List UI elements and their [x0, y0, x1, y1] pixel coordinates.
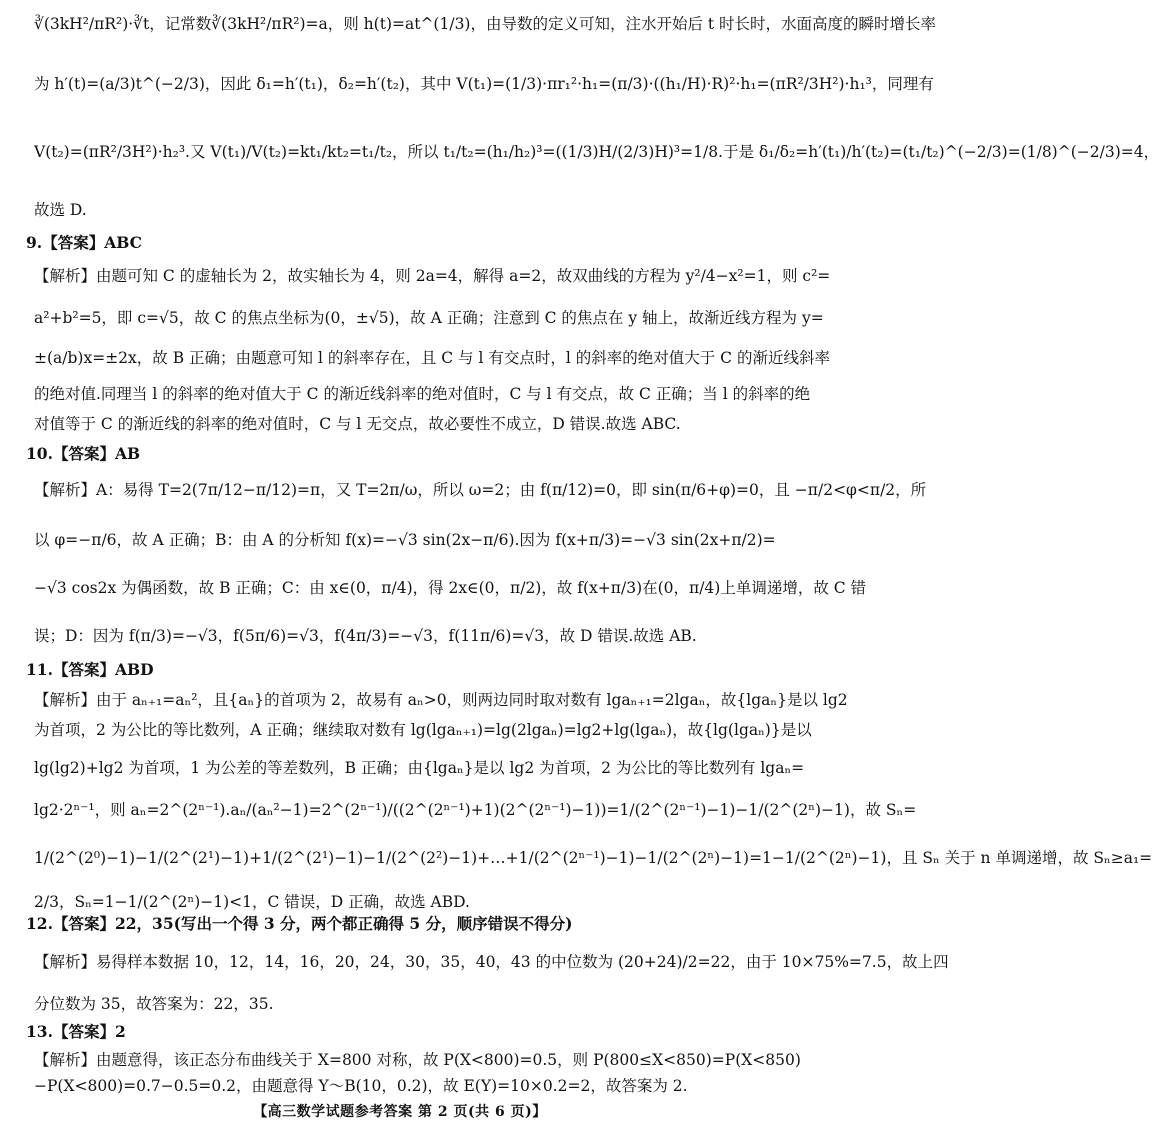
analysis-line: lg2·2ⁿ⁻¹，则 aₙ=2^(2ⁿ⁻¹).aₙ/(aₙ²−1)=2^(2ⁿ⁻¹)/((2^(2ⁿ⁻¹)+1)(2^(2ⁿ⁻¹)−1))=1/(2^(2ⁿ⁻¹)−1)−1/(2^(2ⁿ)−1)，故 Sₙ= — [34, 801, 917, 819]
analysis-line: 分位数为 35，故答案为：22，35. — [34, 995, 274, 1013]
analysis-line: −P(X<800)=0.7−0.5=0.2，由题意得 Y～B(10，0.2)，故 E(Y)=10×0.2=2，故答案为 2. — [34, 1077, 688, 1095]
analysis-line: a²+b²=5，即 c=√5，故 C 的焦点坐标为(0，±√5)，故 A 正确；注意到 C 的焦点在 y 轴上，故渐近线方程为 y= — [34, 309, 824, 327]
question-12-number: 12.【答案】22，35(写出一个得 3 分，两个都正确得 5 分，顺序错误不得分) — [26, 914, 573, 933]
page-footer: 【高三数学试题参考答案 第 2 页(共 6 页)】 — [253, 1104, 547, 1120]
text-line: V(t₂)=(πR²/3H²)·h₂³.又 V(t₁)/V(t₂)=kt₁/kt₂=t₁/t₂，所以 t₁/t₂=(h₁/h₂)³=((1/3)H/(2/3)H)³=1/8.于是 δ₁/δ₂=h′(t₁)/h′(t₂)=(t₁/t₂)^(−2/3)=(1/8)^(−2/3)=4， — [34, 143, 1159, 161]
answer-label: 【答案】2 — [52, 1022, 126, 1041]
question-11-number: 11.【答案】ABD — [26, 660, 154, 679]
analysis-line: 为首项，2 为公比的等比数列，A 正确；继续取对数有 lg(lgaₙ₊₁)=lg(2lgaₙ)=lg2+lg(lgaₙ)，故{lg(lgaₙ)}是以 — [34, 721, 812, 739]
answer-label: 【答案】ABC — [42, 233, 142, 252]
analysis-line: ±(a/b)x=±2x，故 B 正确；由题意可知 l 的斜率存在，且 C 与 l 有交点时，l 的斜率的绝对值大于 C 的渐近线斜率 — [34, 349, 830, 367]
question-9-number: 9.【答案】ABC — [26, 233, 142, 252]
analysis-line: 误；D：因为 f(π/3)=−√3，f(5π/6)=√3，f(4π/3)=−√3，f(11π/6)=√3，故 D 错误.故选 AB. — [34, 627, 697, 645]
text-line: 为 h′(t)=(a/3)t^(−2/3)，因此 δ₁=h′(t₁)，δ₂=h′(t₂)，其中 V(t₁)=(1/3)·πr₁²·h₁=(π/3)·((h₁/H)·R)²·h₁=(πR²/3H²)·h₁³，同理有 — [34, 75, 934, 93]
analysis-line: 【解析】由题意得，该正态分布曲线关于 X=800 对称，故 P(X<800)=0.5，则 P(800≤X<850)=P(X<850) — [34, 1051, 801, 1069]
analysis-line: 的绝对值.同理当 l 的斜率的绝对值大于 C 的渐近线斜率的绝对值时，C 与 l 有交点，故 C 正确；当 l 的斜率的绝 — [34, 385, 811, 403]
answer-label: 【答案】22，35(写出一个得 3 分，两个都正确得 5 分，顺序错误不得分) — [52, 914, 573, 933]
text-line: 故选 D. — [34, 201, 87, 219]
text-line: ∛(3kH²/πR²)·∛t，记常数∛(3kH²/πR²)=a，则 h(t)=at^(1/3)，由导数的定义可知，注水开始后 t 时长时，水面高度的瞬时增长率 — [34, 15, 937, 33]
analysis-line: 【解析】由于 aₙ₊₁=aₙ²，且{aₙ}的首项为 2，故易有 aₙ>0，则两边同时取对数有 lgaₙ₊₁=2lgaₙ，故{lgaₙ}是以 lg2 — [34, 691, 848, 709]
analysis-line: −√3 cos2x 为偶函数，故 B 正确；C：由 x∈(0，π/4)，得 2x∈(0，π/2)，故 f(x+π/3)在(0，π/4)上单调递增，故 C 错 — [34, 579, 867, 597]
question-13-number: 13.【答案】2 — [26, 1022, 126, 1041]
analysis-line: 【解析】A：易得 T=2(7π/12−π/12)=π，又 T=2π/ω，所以 ω=2；由 f(π/12)=0，即 sin(π/6+φ)=0，且 −π/2<φ<π/2，所 — [34, 481, 927, 499]
question-10-number: 10.【答案】AB — [26, 444, 141, 463]
analysis-line: lg(lg2)+lg2 为首项，1 为公差的等差数列，B 正确；由{lgaₙ}是以 lg2 为首项，2 为公比的等比数列有 lgaₙ= — [34, 759, 805, 777]
analysis-line: 2/3，Sₙ=1−1/(2^(2ⁿ)−1)<1，C 错误，D 正确，故选 ABD. — [34, 893, 470, 911]
answer-label: 【答案】ABD — [52, 660, 154, 679]
analysis-line: 【解析】由题可知 C 的虚轴长为 2，故实轴长为 4，则 2a=4，解得 a=2，故双曲线的方程为 y²/4−x²=1，则 c²= — [34, 267, 831, 285]
analysis-line: 【解析】易得样本数据 10，12，14，16，20，24，30，35，40，43 的中位数为 (20+24)/2=22，由于 10×75%=7.5，故上四 — [34, 953, 949, 971]
analysis-line: 对值等于 C 的渐近线的斜率的绝对值时，C 与 l 无交点，故必要性不成立，D 错误.故选 ABC. — [34, 415, 681, 433]
analysis-line: 以 φ=−π/6，故 A 正确；B：由 A 的分析知 f(x)=−√3 sin(2x−π/6).因为 f(x+π/3)=−√3 sin(2x+π/2)= — [34, 531, 776, 549]
analysis-line: 1/(2^(2⁰)−1)−1/(2^(2¹)−1)+1/(2^(2¹)−1)−1/(2^(2²)−1)+…+1/(2^(2ⁿ⁻¹)−1)−1/(2^(2ⁿ)−1)=1−1/(2^(2ⁿ)−1)，且 Sₙ 关于 n 单调递增，故 Sₙ≥a₁= — [34, 849, 1153, 867]
answer-label: 【答案】AB — [52, 444, 141, 463]
